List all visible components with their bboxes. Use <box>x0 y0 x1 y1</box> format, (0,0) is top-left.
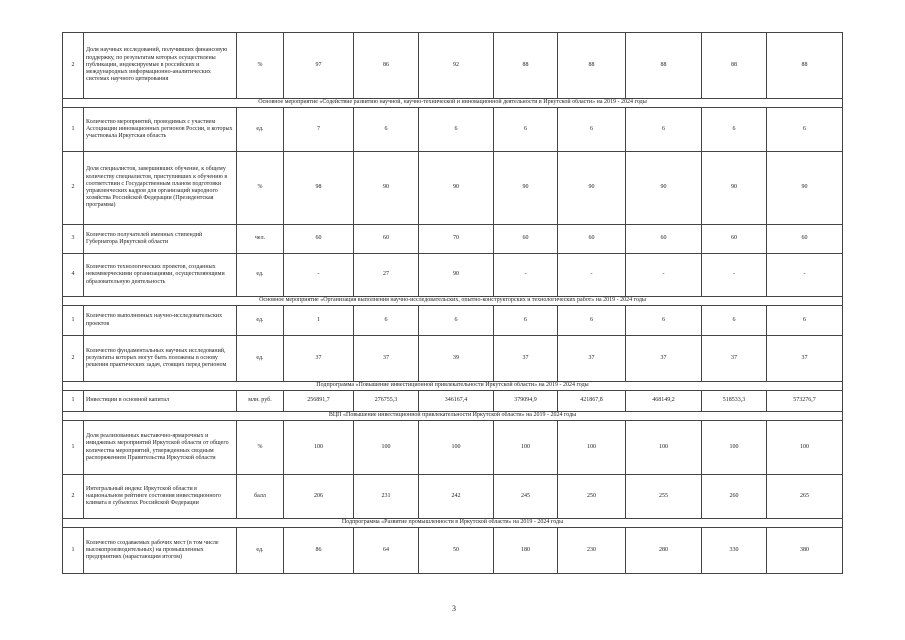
value-cell: 380 <box>767 528 843 574</box>
unit-cell: % <box>237 152 284 225</box>
value-cell: 92 <box>419 33 494 99</box>
value-cell: 90 <box>702 152 767 225</box>
indicator-name-cell: Инвестиции в основной капитал <box>84 391 237 412</box>
value-cell: 242 <box>419 475 494 519</box>
row-number-cell: 2 <box>63 475 84 519</box>
section-header-row <box>63 297 843 306</box>
section-header-row <box>63 412 843 421</box>
value-cell: 276755,3 <box>354 391 419 412</box>
unit-cell: % <box>237 33 284 99</box>
value-cell: 90 <box>354 152 419 225</box>
section-title: Основное мероприятие «Организация выполнения научно-исследовательских, опытно-конструкторских и технологических работ» на 2019 - 2024 годы <box>63 297 843 306</box>
value-cell: 260 <box>702 475 767 519</box>
indicator-name-cell: Количество технологических проектов, созданных некоммерческими организациями, осуществляющими образовательную деятельность <box>84 254 237 297</box>
value-cell: 100 <box>702 421 767 475</box>
value-cell: 280 <box>626 528 702 574</box>
indicator-name-cell: Доля специалистов, завершивших обучение, к общему количеству специалистов, приступивших к обучению в соответствии с Государственным планом подготовки управленческих кадров для организаций народного хозяйства Российской Федерации (Президентская программа) <box>84 152 237 225</box>
row-number-cell: 1 <box>63 528 84 574</box>
value-cell: 37 <box>494 336 558 382</box>
indicators-table <box>62 32 843 574</box>
value-cell: 100 <box>767 421 843 475</box>
section-title: Подпрограмма «Повышение инвестиционной привлекательности Иркутской области» на 2019 - 2024 годы <box>63 382 843 391</box>
value-cell: 468149,2 <box>626 391 702 412</box>
unit-cell: ед. <box>237 306 284 336</box>
indicator-name-cell: Количество фундаментальных научных исследований, результаты которых могут быть положены в основу решения практических задач, стоящих перед регионом <box>84 336 237 382</box>
value-cell: 6 <box>419 108 494 152</box>
unit-cell: млн. руб. <box>237 391 284 412</box>
row-number-cell: 2 <box>63 152 84 225</box>
table-row <box>63 108 843 152</box>
value-cell: 6 <box>767 306 843 336</box>
table-row <box>63 528 843 574</box>
value-cell: 100 <box>419 421 494 475</box>
value-cell: 330 <box>702 528 767 574</box>
value-cell: 97 <box>284 33 354 99</box>
value-cell: - <box>284 254 354 297</box>
table-row <box>63 421 843 475</box>
value-cell: 100 <box>626 421 702 475</box>
value-cell: 100 <box>354 421 419 475</box>
value-cell: 70 <box>419 225 494 254</box>
value-cell: 50 <box>419 528 494 574</box>
value-cell: 100 <box>558 421 626 475</box>
row-number-cell: 1 <box>63 108 84 152</box>
value-cell: 6 <box>419 306 494 336</box>
document-page <box>62 32 842 574</box>
value-cell: - <box>558 254 626 297</box>
page-number: 3 <box>452 604 456 613</box>
value-cell: 180 <box>494 528 558 574</box>
value-cell: 90 <box>419 152 494 225</box>
value-cell: 88 <box>494 33 558 99</box>
unit-cell: ед. <box>237 108 284 152</box>
value-cell: 27 <box>354 254 419 297</box>
unit-cell: % <box>237 421 284 475</box>
indicator-name-cell: Количество выполненных научно-исследовательских проектов <box>84 306 237 336</box>
unit-cell: балл <box>237 475 284 519</box>
value-cell: 255 <box>626 475 702 519</box>
value-cell: 37 <box>354 336 419 382</box>
indicator-name-cell: Доля реализованных выставочно-ярмарочных и имиджевых мероприятий Иркутской области от общего количества мероприятий, утвержденных сводным распоряжением Правительства Иркутской области <box>84 421 237 475</box>
section-header-row <box>63 99 843 108</box>
value-cell: 6 <box>767 108 843 152</box>
indicator-name-cell: Количество мероприятий, проводимых с участием Ассоциации инновационных регионов России, в которых участвовала Иркутская область <box>84 108 237 152</box>
value-cell: 6 <box>626 306 702 336</box>
value-cell: 245 <box>494 475 558 519</box>
value-cell: 37 <box>558 336 626 382</box>
value-cell: 379094,9 <box>494 391 558 412</box>
value-cell: 6 <box>354 306 419 336</box>
value-cell: 60 <box>558 225 626 254</box>
value-cell: 100 <box>284 421 354 475</box>
indicator-name-cell: Количество создаваемых рабочих мест (в том числе высокопроизводительных) на промышленных предприятиях (нарастающим итогом) <box>84 528 237 574</box>
value-cell: 88 <box>626 33 702 99</box>
row-number-cell: 1 <box>63 306 84 336</box>
section-title: ВЦП «Повышение инвестиционной привлекательности Иркутской области» на 2019 - 2024 годы <box>63 412 843 421</box>
value-cell: 1 <box>284 306 354 336</box>
value-cell: 37 <box>767 336 843 382</box>
unit-cell: ед. <box>237 528 284 574</box>
value-cell: 37 <box>702 336 767 382</box>
value-cell: 206 <box>284 475 354 519</box>
value-cell: 88 <box>767 33 843 99</box>
value-cell: 6 <box>494 306 558 336</box>
section-header-row <box>63 382 843 391</box>
value-cell: 90 <box>419 254 494 297</box>
value-cell: 60 <box>284 225 354 254</box>
value-cell: 39 <box>419 336 494 382</box>
value-cell: 90 <box>494 152 558 225</box>
value-cell: 265 <box>767 475 843 519</box>
value-cell: 88 <box>558 33 626 99</box>
row-number-cell: 4 <box>63 254 84 297</box>
value-cell: 250 <box>558 475 626 519</box>
unit-cell: ед. <box>237 254 284 297</box>
value-cell: 256891,7 <box>284 391 354 412</box>
value-cell: - <box>702 254 767 297</box>
value-cell: 6 <box>558 108 626 152</box>
value-cell: 6 <box>558 306 626 336</box>
row-number-cell: 3 <box>63 225 84 254</box>
value-cell: 6 <box>702 306 767 336</box>
section-header-row <box>63 519 843 528</box>
row-number-cell: 1 <box>63 391 84 412</box>
value-cell: 86 <box>284 528 354 574</box>
value-cell: 7 <box>284 108 354 152</box>
table-row <box>63 336 843 382</box>
value-cell: 64 <box>354 528 419 574</box>
table-row <box>63 225 843 254</box>
value-cell: 573276,7 <box>767 391 843 412</box>
unit-cell: чел. <box>237 225 284 254</box>
value-cell: 90 <box>767 152 843 225</box>
value-cell: 86 <box>354 33 419 99</box>
value-cell: 6 <box>702 108 767 152</box>
indicator-name-cell: Количество получателей именных стипендий Губернатора Иркутской области <box>84 225 237 254</box>
section-title: Подпрограмма «Развитие промышленности в Иркутской области» на 2019 - 2024 годы <box>63 519 843 528</box>
value-cell: 60 <box>767 225 843 254</box>
value-cell: 60 <box>494 225 558 254</box>
value-cell: 6 <box>494 108 558 152</box>
value-cell: 518533,3 <box>702 391 767 412</box>
row-number-cell: 2 <box>63 33 84 99</box>
value-cell: 60 <box>702 225 767 254</box>
value-cell: 88 <box>702 33 767 99</box>
value-cell: 100 <box>494 421 558 475</box>
value-cell: - <box>494 254 558 297</box>
value-cell: 60 <box>354 225 419 254</box>
value-cell: - <box>767 254 843 297</box>
row-number-cell: 2 <box>63 336 84 382</box>
value-cell: 37 <box>626 336 702 382</box>
value-cell: 421867,8 <box>558 391 626 412</box>
section-title: Основное мероприятие «Содействие развитию научной, научно-технической и инновационной деятельности в Иркутской области» на 2019 - 2024 годы <box>63 99 843 108</box>
value-cell: 231 <box>354 475 419 519</box>
row-number-cell: 1 <box>63 421 84 475</box>
unit-cell: ед. <box>237 336 284 382</box>
indicator-name-cell: Доля научных исследований, получивших финансовую поддержку, по результатам которых осуществлены публикации, индексируемые в российских и международных информационно-аналитических системах научного цитирования <box>84 33 237 99</box>
value-cell: - <box>626 254 702 297</box>
value-cell: 346167,4 <box>419 391 494 412</box>
table-row <box>63 391 843 412</box>
table-row <box>63 254 843 297</box>
table-row <box>63 152 843 225</box>
value-cell: 230 <box>558 528 626 574</box>
value-cell: 60 <box>626 225 702 254</box>
value-cell: 98 <box>284 152 354 225</box>
indicators-table-body <box>63 33 843 574</box>
value-cell: 6 <box>354 108 419 152</box>
value-cell: 90 <box>558 152 626 225</box>
value-cell: 37 <box>284 336 354 382</box>
value-cell: 6 <box>626 108 702 152</box>
table-row <box>63 33 843 99</box>
table-row <box>63 475 843 519</box>
indicator-name-cell: Интегральный индекс Иркутской области в национальном рейтинге состояния инвестиционного климата в субъектах Российской Федерации <box>84 475 237 519</box>
table-row <box>63 306 843 336</box>
value-cell: 90 <box>626 152 702 225</box>
